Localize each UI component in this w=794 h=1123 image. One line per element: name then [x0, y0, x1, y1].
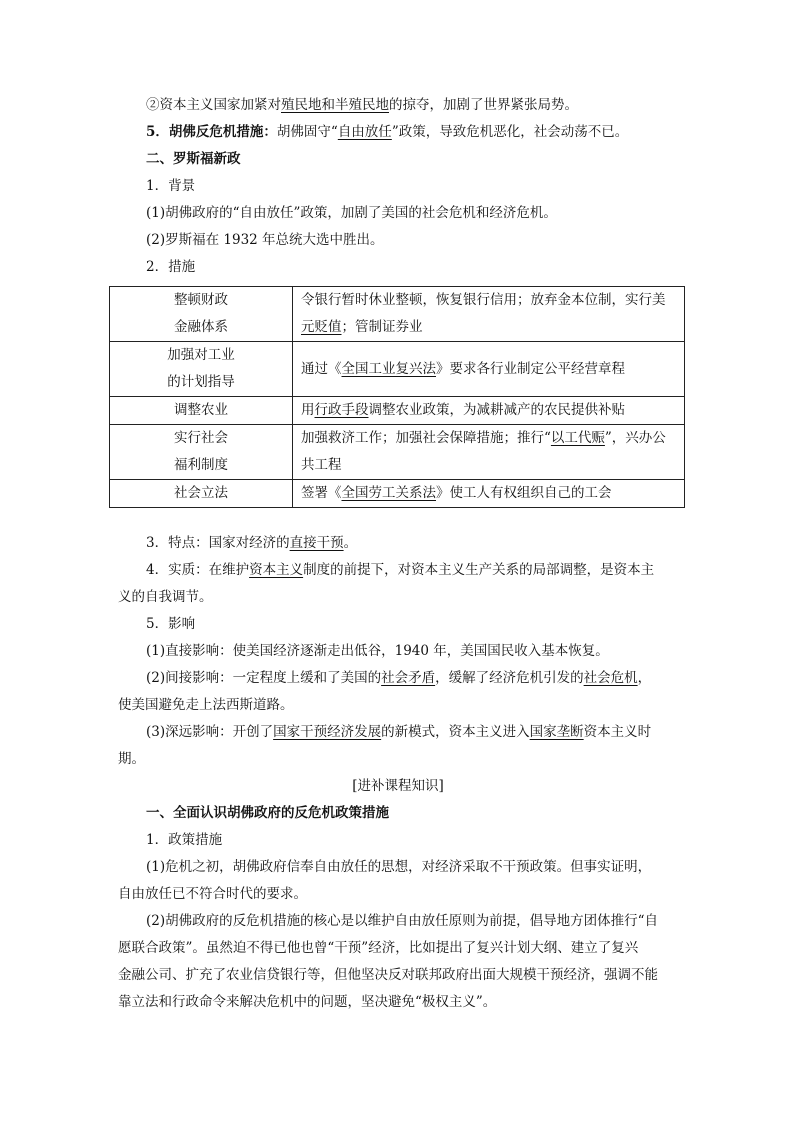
underlined-keyword: 殖民地和半殖民地: [281, 97, 389, 113]
section-title: [进补课程知识]: [352, 778, 444, 794]
table-value-cell: 加强救济工作；加强社会保障措施；推行“以工代赈”，兴办公 共工程: [293, 425, 685, 480]
subheading-measures: 2．措施: [146, 259, 196, 275]
underlined-keyword: 直接干预: [289, 535, 344, 551]
paragraph-policy-2-line2: 愿联合政策”。虽然迫不得已他也曾“干预”经济，比如提出了复兴计划大纲、建立了复兴: [118, 940, 639, 956]
text: 胡佛固守“: [276, 124, 338, 140]
subheading-policy: 1．政策措施: [146, 832, 223, 848]
underlined-keyword: 自由放任: [337, 124, 392, 140]
underlined-keyword: 社会危机: [583, 670, 638, 686]
table-value-cell: 用行政手段调整农业政策，为减耕减产的农民提供补贴: [293, 397, 685, 425]
section-heading-new-deal: 二、罗斯福新政: [146, 151, 241, 167]
paragraph-impact-direct: (1)直接影响：使美国经济逐渐走出低谷，1940 年，美国国民收入基本恢复。: [146, 643, 609, 659]
underlined-keyword: 国家垄断: [529, 724, 584, 740]
paragraph-background-1: (1)胡佛政府的“自由放任”政策，加剧了美国的社会危机和经济危机。: [146, 205, 557, 221]
subheading-background: 1．背景: [146, 178, 196, 194]
paragraph-impact-indirect: (2)间接影响：一定程度上缓和了美国的社会矛盾，缓解了经济危机引发的社会危机，: [146, 670, 652, 686]
table-row: [110, 287, 685, 342]
table-key-cell: 整顿财政 金融体系: [110, 287, 293, 342]
table-row: [110, 342, 685, 397]
paragraph-background-2: (2)罗斯福在 1932 年总统大选中胜出。: [146, 232, 384, 248]
paragraph-policy-1-cont: 自由放任已不符合时代的要求。: [118, 886, 307, 902]
paragraph-hoover-measures: [146, 119, 706, 145]
paragraph-policy-1: (1)危机之初，胡佛政府信奉自由放任的思想，对经济采取不干预政策。但事实证明，: [146, 859, 652, 875]
table-key-cell: 加强对工业 的计划指导: [110, 342, 293, 397]
section-heading-hoover: 一、全面认识胡佛政府的反危机政策措施: [146, 805, 389, 821]
table-key-cell: 调整农业: [110, 397, 293, 425]
table-value-cell: 签署《全国劳工关系法》使工人有权组织自己的工会: [293, 480, 685, 508]
paragraph-colonial: [146, 92, 706, 118]
underlined-keyword: 资本主义: [249, 562, 304, 578]
table-row: [110, 480, 685, 508]
underlined-keyword: 社会矛盾: [381, 670, 436, 686]
table-row: [110, 397, 685, 425]
paragraph-impact-long-term: (3)深远影响：开创了国家干预经济发展的新模式，资本主义进入国家垄断资本主义时: [146, 724, 652, 740]
table-row: [110, 425, 685, 480]
paragraph-impact-indirect-cont: 使美国避免走上法西斯道路。: [118, 697, 294, 713]
paragraph-policy-2: (2)胡佛政府的反危机措施的核心是以维护自由放任原则为前提，倡导地方团体推行“自: [146, 913, 659, 929]
text: 的掠夺，加剧了世界紧张局势。: [389, 97, 578, 113]
text: ”政策，导致危机恶化，社会动荡不已。: [391, 124, 629, 140]
text: ②资本主义国家加紧对: [146, 97, 281, 113]
paragraph-feature: 3．特点：国家对经济的直接干预。: [146, 535, 358, 551]
measures-table: [109, 286, 685, 508]
underlined-keyword: 国家干预经济发展: [273, 724, 382, 740]
table-key-cell: 实行社会 福利制度: [110, 425, 293, 480]
paragraph-policy-2-line3: 金融公司、扩充了农业信贷银行等，但他坚决反对联邦政府出面大规模干预经济，强调不能: [118, 967, 658, 983]
paragraph-impact-long-term-cont: 期。: [118, 751, 145, 767]
paragraph-essence-cont: 义的自我调节。: [118, 589, 213, 605]
table-key-cell: 社会立法: [110, 480, 293, 508]
bold-heading: 5．胡佛反危机措施：: [146, 124, 277, 140]
subheading-impact: 5．影响: [146, 616, 196, 632]
paragraph-policy-2-line4: 靠立法和行政命令来解决危机中的问题，坚决避免“极权主义”。: [118, 994, 497, 1010]
table-value-cell: 通过《全国工业复兴法》要求各行业制定公平经营章程: [293, 342, 685, 397]
paragraph-essence: 4．实质：在维护资本主义制度的前提下，对资本主义生产关系的局部调整，是资本主: [146, 562, 655, 578]
table-value-cell: 令银行暂时休业整顿，恢复银行信用；放弃金本位制，实行美 元贬值；管制证券业: [293, 287, 685, 342]
